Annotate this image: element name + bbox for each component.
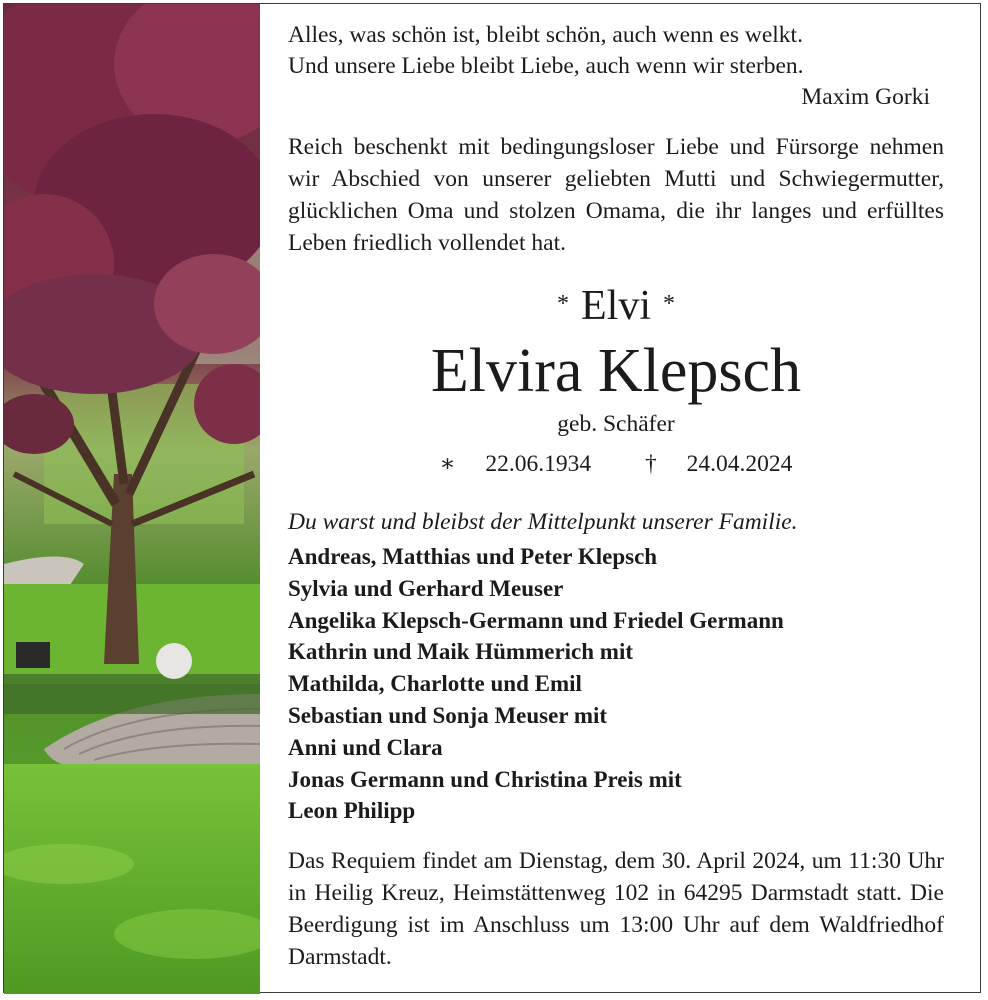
intro-paragraph: Reich beschenkt mit bedingungsloser Liebe und Fürsorge nehmen wir Abschied von unserer geliebten Mutti und Schwiegermutter, glücklichen Oma und stolzen Omama, die ihr langes und erfülltes Leben friedlich vollendet hat. [288, 134, 944, 256]
quote-line-1: Alles, was schön ist, bleibt schön, auch wenn es welkt. [288, 22, 803, 48]
quote-author: Maxim Gorki [801, 84, 930, 110]
motto: Du warst und bleibst der Mittelpunkt unserer Familie. [288, 509, 798, 535]
quote [288, 20, 944, 82]
obituary-text [288, 20, 944, 973]
death-date-group [621, 451, 816, 477]
life-dates [288, 449, 944, 479]
family-list [288, 541, 944, 827]
family-line: Jonas Germann und Christina Preis mit [288, 766, 682, 792]
family-line: Sylvia und Gerhard Meuser [288, 575, 564, 601]
family-line: Angelika Klepsch-Germann und Friedel Germann [288, 607, 784, 633]
family-line: Andreas, Matthias und Peter Klepsch [288, 544, 658, 569]
family-line: Sebastian und Sonja Meuser mit [288, 702, 608, 728]
death-date: 24.04.2024 [686, 451, 793, 477]
service-paragraph: Das Requiem findet am Dienstag, dem 30. April 2024, um 11:30 Uhr in Heilig Kreuz, Heimstättenweg 102 in 64295 Darmstadt statt. Die Beerdigung ist im Anschluss um 13:00 Uhr auf dem Waldfriedhof Darmstadt. [288, 848, 944, 971]
maiden-name: geb. Schäfer [557, 411, 675, 437]
family-line: Leon Philipp [288, 798, 416, 824]
garden-tree-photo [4, 4, 260, 994]
birth-date-group [416, 451, 616, 477]
star-left-icon: * [557, 291, 569, 317]
family-line: Mathilda, Charlotte und Emil [288, 671, 582, 697]
family-line: Anni und Clara [288, 734, 443, 760]
nickname-line [288, 279, 944, 331]
nickname: Elvi [581, 283, 651, 329]
deceased-name: Elvira Klepsch [430, 337, 802, 405]
birth-date: 22.06.1934 [485, 451, 592, 477]
star-right-icon: * [663, 291, 675, 317]
family-line: Kathrin und Maik Hümmerich mit [288, 639, 634, 665]
death-cross-icon: † [645, 451, 657, 477]
birth-star-icon: ∗ [439, 451, 456, 477]
quote-line-2: Und unsere Liebe bleibt Liebe, auch wenn wir sterben. [288, 53, 804, 79]
